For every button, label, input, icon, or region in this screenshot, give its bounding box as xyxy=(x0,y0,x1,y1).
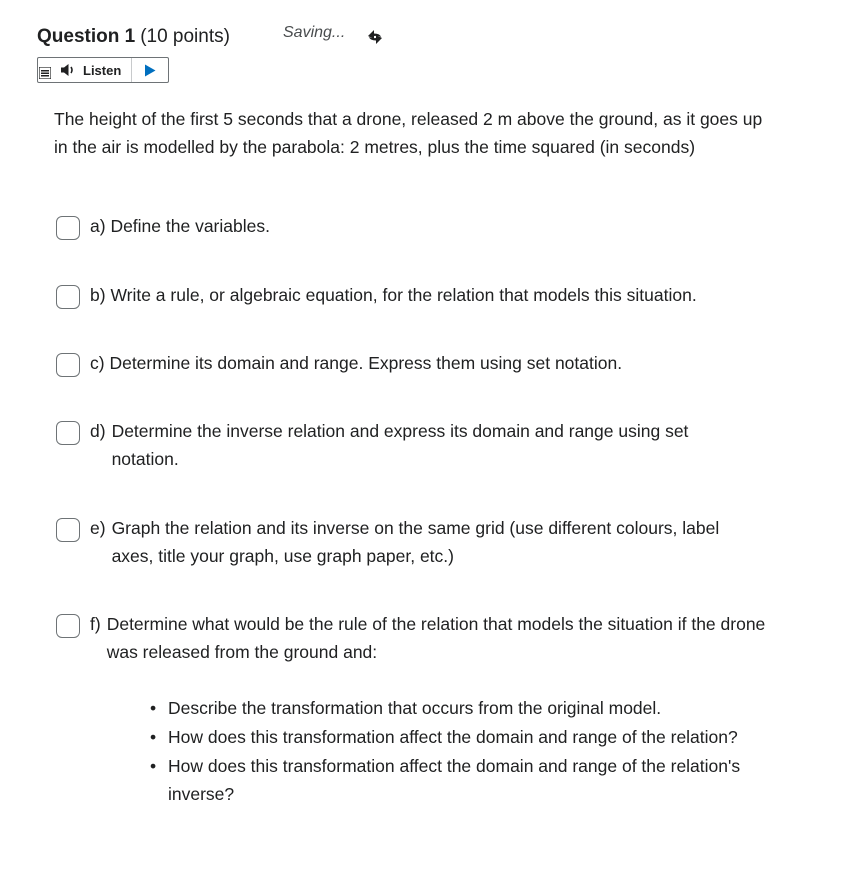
option-b-text: b) Write a rule, or algebraic equation, for the relation that models this situation. xyxy=(90,285,697,305)
option-a-checkbox[interactable] xyxy=(56,216,80,240)
question-points: (10 points) xyxy=(140,26,230,47)
option-b-checkbox[interactable] xyxy=(56,285,80,309)
listen-button[interactable] xyxy=(60,58,121,82)
option-e-text: e) Graph the relation and its inverse on the same grid (use different colours, label axes, title your graph, use graph paper, etc.) xyxy=(90,518,720,566)
option-f-bullet-list xyxy=(150,694,770,809)
listen-label: Listen xyxy=(83,62,122,78)
sync-icon xyxy=(366,27,384,47)
option-d-text: d) Determine the inverse relation and express its domain and range using set notation. xyxy=(90,421,689,469)
list-item: • How does this transformation affect the domain and range of the relation's inverse? xyxy=(150,756,741,804)
option-f-checkbox[interactable] xyxy=(56,614,80,638)
play-icon[interactable] xyxy=(144,64,156,77)
option-e-checkbox[interactable] xyxy=(56,518,80,542)
toolbar-divider xyxy=(131,58,132,82)
readspeaker-toolbar xyxy=(37,57,169,83)
menu-icon[interactable] xyxy=(39,67,51,79)
saving-status: Saving... xyxy=(283,24,346,41)
list-item: • How does this transformation affect the domain and range of the relation? xyxy=(150,727,738,747)
option-c-text: c) Determine its domain and range. Express them using set notation. xyxy=(90,353,623,373)
question-title: Question 1 xyxy=(37,26,136,47)
option-f-text: f) Determine what would be the rule of the relation that models the situation if the drone was released from the ground and: xyxy=(90,614,766,662)
option-c-checkbox[interactable] xyxy=(56,353,80,377)
question-stem: The height of the first 5 seconds that a drone, released 2 m above the ground, as it goes up in the air is modelled by the parabola: 2 metres, plus the time squared (in seconds) xyxy=(54,109,763,157)
list-item: • Describe the transformation that occurs from the original model. xyxy=(150,698,662,718)
question-header xyxy=(37,22,230,52)
option-a-text: a) Define the variables. xyxy=(90,216,270,236)
option-d-checkbox[interactable] xyxy=(56,421,80,445)
speaker-icon xyxy=(60,63,78,77)
